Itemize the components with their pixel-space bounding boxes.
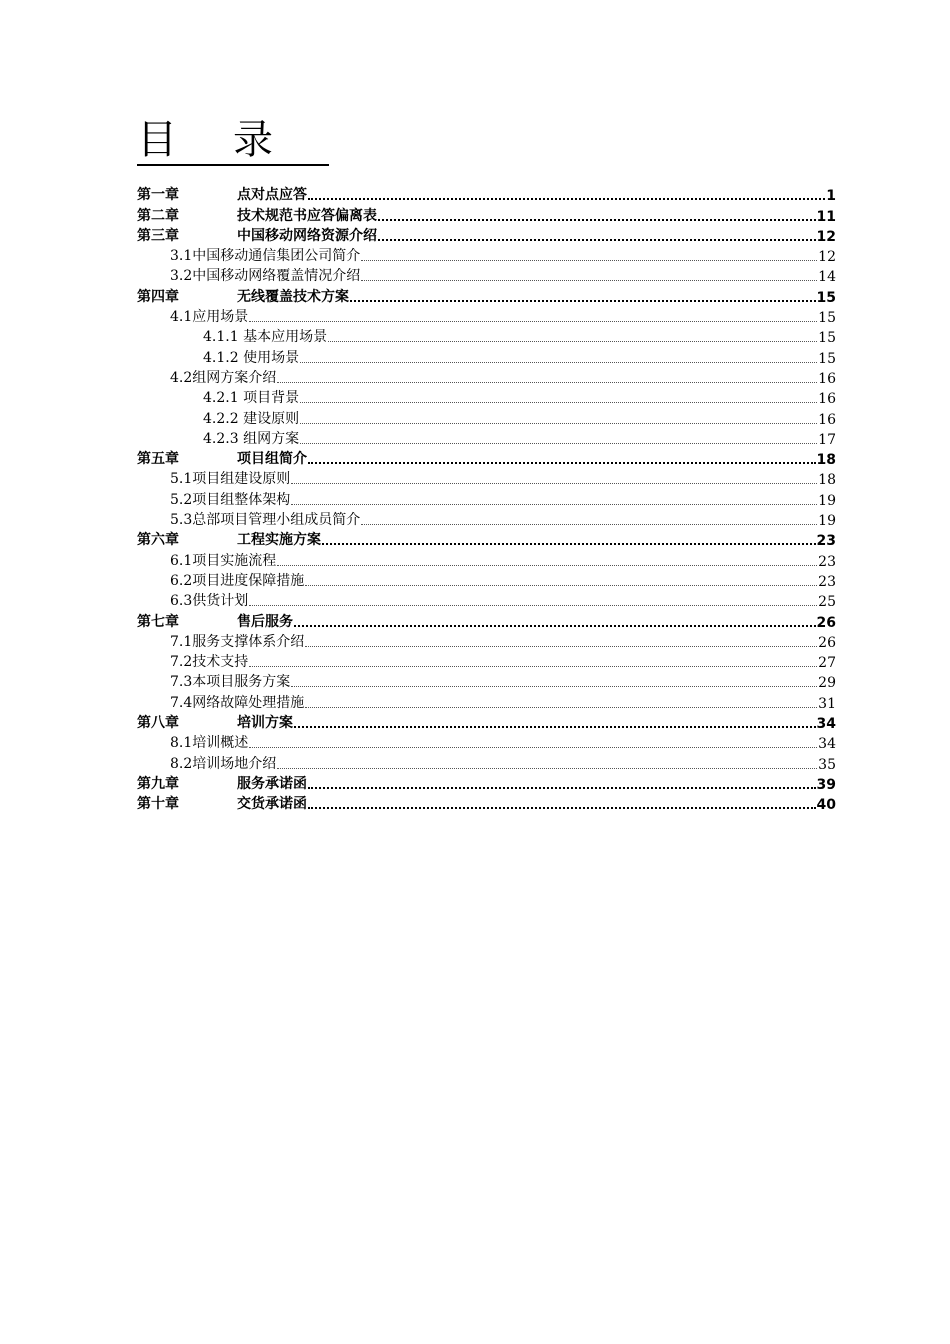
entry-title: 5.2项目组整体架构: [170, 491, 291, 508]
entry-title: 7.3本项目服务方案: [170, 674, 291, 691]
chapter-number: 第三章: [137, 227, 179, 244]
dot-leader: [249, 311, 817, 322]
toc-section-entry[interactable]: [137, 468, 836, 488]
toc-chapter-entry[interactable]: [137, 285, 836, 305]
page-number: 1: [826, 188, 836, 205]
toc-subsection-entry[interactable]: [137, 428, 836, 448]
toc-chapter-entry[interactable]: [137, 610, 836, 630]
toc-section-entry[interactable]: [137, 265, 836, 285]
page-number: 11: [816, 208, 836, 225]
dot-leader: [249, 595, 817, 606]
page-number: 16: [818, 391, 836, 408]
entry-title: 4.2.2 建设原则: [203, 410, 300, 427]
toc-subsection-entry[interactable]: [137, 326, 836, 346]
entry-title: 服务承诺函: [237, 775, 307, 792]
page-number: 34: [816, 716, 836, 733]
dot-leader: [305, 636, 817, 647]
page-number: 14: [818, 269, 836, 286]
toc-section-entry[interactable]: [137, 306, 836, 326]
page-number: 34: [818, 736, 836, 753]
toc-section-entry[interactable]: [137, 732, 836, 752]
dot-leader: [308, 777, 816, 789]
dot-leader: [322, 533, 816, 545]
entry-title: 培训方案: [237, 715, 293, 732]
toc-section-entry[interactable]: [137, 367, 836, 387]
dot-leader: [291, 676, 817, 687]
toc-section-entry[interactable]: [137, 671, 836, 691]
dot-leader: [350, 290, 816, 302]
entry-title: 8.1培训概述: [170, 735, 249, 752]
dot-leader: [305, 575, 817, 586]
toc-chapter-entry[interactable]: [137, 448, 836, 468]
entry-title: 4.1应用场景: [170, 309, 249, 326]
toc-subsection-entry[interactable]: [137, 346, 836, 366]
entry-title: 点对点应答: [237, 187, 307, 204]
entry-title: 中国移动网络资源介绍: [237, 227, 377, 244]
toc-section-entry[interactable]: [137, 245, 836, 265]
entry-title: 7.4网络故障处理措施: [170, 694, 305, 711]
page-number: 16: [818, 370, 836, 387]
page-number: 15: [818, 330, 836, 347]
dot-leader: [277, 372, 817, 383]
chapter-number: 第七章: [137, 613, 179, 630]
dot-leader: [305, 697, 817, 708]
dot-leader: [361, 514, 817, 525]
toc-section-entry[interactable]: [137, 590, 836, 610]
page-number: 18: [818, 472, 836, 489]
toc-subsection-entry[interactable]: [137, 387, 836, 407]
entry-title: 项目组简介: [237, 451, 307, 468]
entry-title: 6.2项目进度保障措施: [170, 572, 305, 589]
page-number: 15: [818, 350, 836, 367]
dot-leader: [294, 716, 816, 728]
chapter-number: 第二章: [137, 207, 179, 224]
dot-leader: [328, 331, 817, 342]
toc-section-entry[interactable]: [137, 488, 836, 508]
page-number: 23: [818, 573, 836, 590]
dot-leader: [249, 656, 817, 667]
toc-section-entry[interactable]: [137, 651, 836, 671]
dot-leader: [308, 797, 816, 809]
page-number: 23: [816, 533, 836, 550]
toc-section-entry[interactable]: [137, 549, 836, 569]
page-number: 18: [816, 452, 836, 469]
toc-chapter-entry[interactable]: [137, 225, 836, 245]
dot-leader: [249, 737, 817, 748]
entry-title: 5.1项目组建设原则: [170, 471, 291, 488]
toc-chapter-entry[interactable]: [137, 773, 836, 793]
dot-leader: [378, 229, 816, 241]
page-number: 39: [816, 776, 836, 793]
toc-chapter-entry[interactable]: [137, 712, 836, 732]
page-number: 15: [818, 310, 836, 327]
entry-title: 6.1项目实施流程: [170, 552, 277, 569]
dot-leader: [361, 270, 817, 281]
page-number: 31: [818, 695, 836, 712]
chapter-number: 第六章: [137, 532, 179, 549]
chapter-number: 第十章: [137, 796, 179, 813]
dot-leader: [294, 615, 816, 627]
toc-section-entry[interactable]: [137, 509, 836, 529]
entry-title: 4.2.3 组网方案: [203, 430, 300, 447]
dot-leader: [300, 433, 817, 444]
page-number: 19: [818, 492, 836, 509]
entry-title: 8.2培训场地介绍: [170, 755, 277, 772]
entry-title: 售后服务: [237, 613, 293, 630]
table-of-contents: [137, 184, 836, 813]
chapter-number: 第一章: [137, 187, 179, 204]
dot-leader: [277, 555, 817, 566]
toc-chapter-entry[interactable]: [137, 529, 836, 549]
page-number: 35: [818, 756, 836, 773]
toc-chapter-entry[interactable]: [137, 204, 836, 224]
dot-leader: [300, 392, 817, 403]
chapter-number: 第八章: [137, 715, 179, 732]
page-number: 12: [816, 228, 836, 245]
entry-title: 工程实施方案: [237, 532, 321, 549]
entry-title: 交货承诺函: [237, 796, 307, 813]
toc-subsection-entry[interactable]: [137, 407, 836, 427]
toc-section-entry[interactable]: [137, 752, 836, 772]
dot-leader: [378, 209, 816, 221]
dot-leader: [291, 494, 817, 505]
dot-leader: [300, 413, 817, 424]
toc-chapter-entry[interactable]: [137, 793, 836, 813]
page-number: 23: [818, 553, 836, 570]
page-number: 19: [818, 513, 836, 530]
page-number: 15: [816, 289, 836, 306]
chapter-number: 第九章: [137, 775, 179, 792]
dot-leader: [308, 188, 825, 200]
page-number: 25: [818, 594, 836, 611]
entry-title: 4.1.2 使用场景: [203, 349, 300, 366]
dot-leader: [291, 473, 817, 484]
entry-title: 5.3总部项目管理小组成员简介: [170, 512, 361, 529]
page-number: 27: [818, 655, 836, 672]
toc-section-entry[interactable]: [137, 691, 836, 711]
entry-title: 7.1服务支撑体系介绍: [170, 633, 305, 650]
entry-title: 3.1中国移动通信集团公司简介: [170, 248, 361, 265]
entry-title: 4.2.1 项目背景: [203, 390, 300, 407]
page-number: 17: [818, 431, 836, 448]
entry-title: 无线覆盖技术方案: [237, 288, 349, 305]
toc-section-entry[interactable]: [137, 570, 836, 590]
chapter-number: 第四章: [137, 288, 179, 305]
entry-title: 4.1.1 基本应用场景: [203, 329, 328, 346]
page-number: 16: [818, 411, 836, 428]
dot-leader: [277, 758, 817, 769]
entry-title: 6.3供货计划: [170, 593, 249, 610]
entry-title: 4.2组网方案介绍: [170, 369, 277, 386]
page-number: 40: [816, 797, 836, 814]
page-number: 12: [818, 249, 836, 266]
toc-chapter-entry[interactable]: [137, 184, 836, 204]
page-number: 26: [818, 634, 836, 651]
entry-title: 3.2中国移动网络覆盖情况介绍: [170, 268, 361, 285]
page-number: 29: [818, 675, 836, 692]
toc-section-entry[interactable]: [137, 631, 836, 651]
dot-leader: [300, 352, 817, 363]
dot-leader: [308, 452, 816, 464]
page-number: 26: [816, 614, 836, 631]
entry-title: 技术规范书应答偏离表: [237, 207, 377, 224]
chapter-number: 第五章: [137, 451, 179, 468]
toc-title: 目录: [137, 116, 329, 166]
entry-title: 7.2技术支持: [170, 654, 249, 671]
dot-leader: [361, 250, 817, 261]
